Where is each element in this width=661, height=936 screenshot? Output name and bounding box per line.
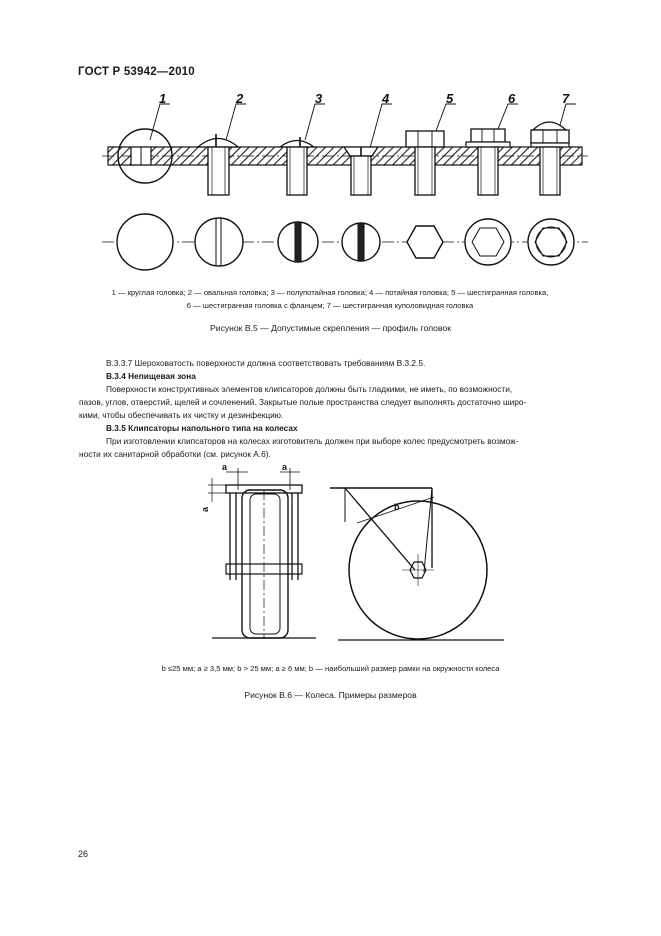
figure-b6-caption: Рисунок В.6 — Колеса. Примеры размеров (244, 690, 417, 700)
fastener-label-6: 6 (508, 91, 516, 106)
fastener-label-2: 2 (236, 91, 244, 106)
paragraph-roughness: В.3.3.7 Шероховатость поверхности должна соответствовать требованиям В.3.2.5. (106, 358, 426, 368)
fastener-profiles-figure (0, 90, 661, 285)
document-header: ГОСТ Р 53942—2010 (78, 66, 195, 78)
section-b337 (89, 357, 614, 370)
heading-b34 (89, 370, 614, 383)
paragraph-nonfood-line-3: кими, чтобы обеспечивать их чистку и дезинфекцию. (79, 410, 284, 420)
paragraph-nonfood-zone (79, 383, 614, 422)
wheel-side-view (330, 488, 504, 640)
paragraph-nonfood-line-1: Поверхности конструктивных элементов клипсаторов должны быть гладкими, не иметь, по возможности, (106, 384, 513, 394)
page-number: 26 (78, 849, 89, 859)
fastener-3-raised-countersunk-head (280, 137, 314, 195)
paragraph-nonfood-line-2: пазов, углов, отверстий, щелей и сочленений. Закрытые полые пространства следует выполнять достаточно широ- (79, 397, 527, 407)
top-view-1 (117, 214, 173, 270)
figure-b5-legend (80, 286, 580, 312)
dim-b-label: b (394, 502, 400, 512)
fastener-label-7: 7 (562, 91, 570, 106)
figure-b5-caption: Рисунок В.5 — Допустимые скрепления — профиль головок (210, 323, 451, 333)
wheels-figure (0, 460, 661, 660)
figure-b5-legend-line-2: 6 — шестигранная головка с фланцем; 7 — шестигранная куполовидная головка (186, 301, 474, 310)
top-view-2 (195, 218, 243, 266)
wheel-front-view (208, 468, 316, 638)
paragraph-wheels-line-2: ности их санитарной обработки (см. рисунок А.6). (79, 449, 271, 459)
figure-b5-legend-line-1: 1 — круглая головка; 2 — овальная головка; 3 — полупотайная головка; 4 — потайная головка; 5 — шестигранная головка, (111, 288, 549, 297)
dim-a-horizontal-left: a (222, 462, 228, 472)
heading-b35-text: В.3.5 Клипсаторы напольного типа на колесах (106, 423, 298, 433)
fastener-label-1: 1 (159, 91, 167, 106)
heading-b34-text: В.3.4 Непищевая зона (106, 371, 196, 381)
figure-b6-legend: b ≤25 мм; a ≥ 3,5 мм; b > 25 мм; a ≥ 6 мм; b — наибольший размер рамки на окружности колеса (161, 664, 500, 673)
top-view-5 (407, 226, 443, 258)
fastener-4-countersunk-head (344, 147, 378, 195)
paragraph-wheels-line-1: При изготовлении клипсаторов на колесах изготовитель должен при выборе колес предусмотреть возмож- (106, 436, 519, 446)
paragraph-wheels (79, 435, 614, 461)
fastener-label-5: 5 (446, 91, 454, 106)
fastener-label-3: 3 (315, 91, 323, 106)
dim-a-vertical: a (200, 506, 210, 512)
fastener-label-4: 4 (382, 91, 390, 106)
dim-a-horizontal-right: a (282, 462, 288, 472)
heading-b35 (89, 422, 614, 435)
